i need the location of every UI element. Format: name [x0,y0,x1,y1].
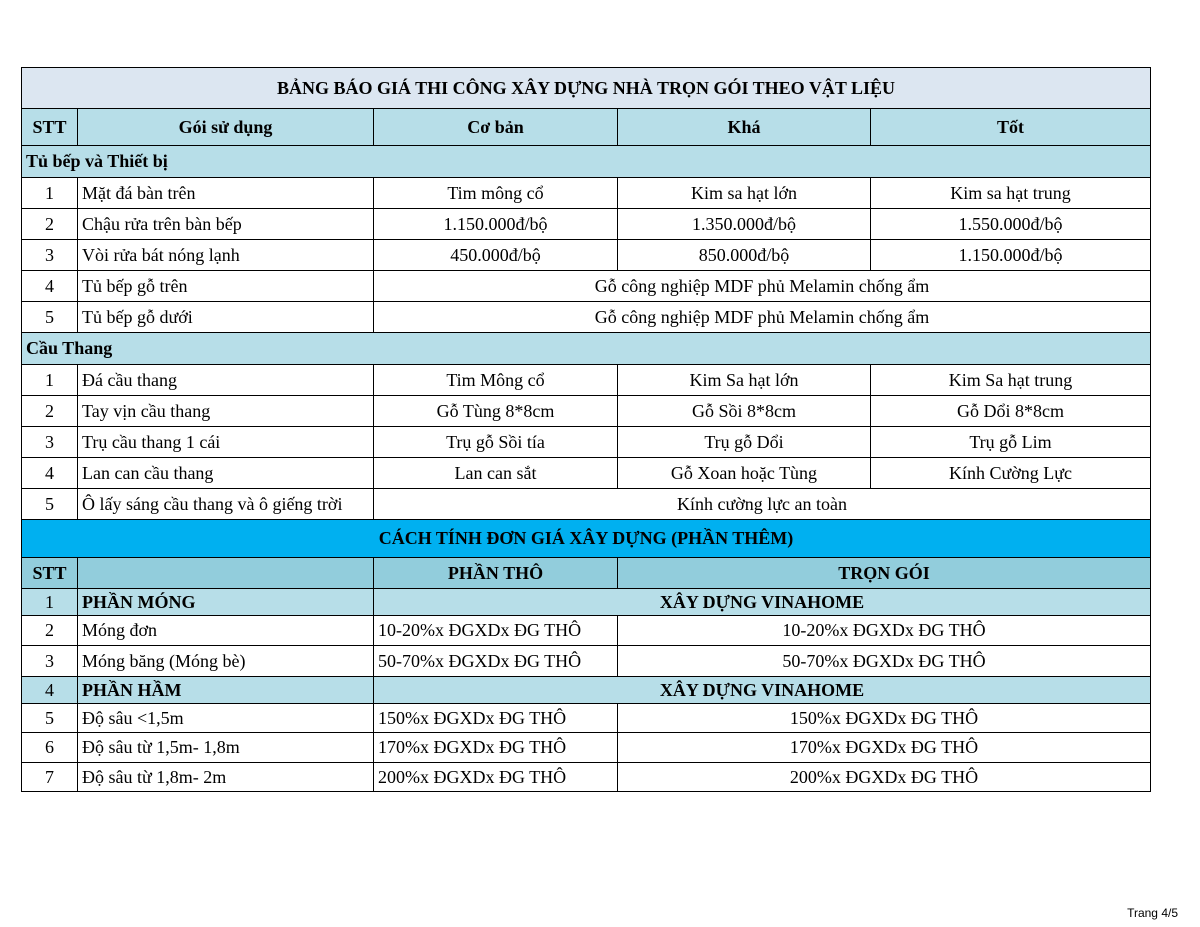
page-number: Trang 4/5 [1127,906,1178,920]
good-cell: Gỗ Sồi 8*8cm [618,396,871,427]
price-table [21,67,1151,792]
group-row [22,589,1151,616]
best-cell: Gỗ Dổi 8*8cm [871,396,1151,427]
table-row [22,365,1151,396]
table2-title: CÁCH TÍNH ĐƠN GIÁ XÂY DỰNG (PHẦN THÊM) [22,520,1151,558]
table-row [22,733,1151,763]
stt-cell: 4 [22,458,78,489]
basic-cell: Gỗ Tùng 8*8cm [374,396,618,427]
table-row [22,271,1151,302]
header-stt: STT [22,109,78,146]
best-cell: 1.150.000đ/bộ [871,240,1151,271]
raw-cell: 50-70%x ĐGXDx ĐG THÔ [374,646,618,677]
table-row [22,458,1151,489]
item-cell: Tủ bếp gỗ trên [78,271,374,302]
item-cell: Độ sâu từ 1,8m- 2m [78,763,374,792]
best-cell: Trụ gỗ Lim [871,427,1151,458]
table-row [22,240,1151,271]
header-basic: Cơ bản [374,109,618,146]
basic-cell: Trụ gỗ Sồi tía [374,427,618,458]
table-row [22,209,1151,240]
stt-cell: 2 [22,209,78,240]
table1-header-row [22,109,1151,146]
full-cell: 10-20%x ĐGXDx ĐG THÔ [618,616,1151,646]
full-cell: 50-70%x ĐGXDx ĐG THÔ [618,646,1151,677]
basic-cell: Tim Mông cổ [374,365,618,396]
good-cell: Kim sa hạt lớn [618,178,871,209]
group-label: XÂY DỰNG VINAHOME [374,677,1151,704]
header-package: Gói sử dụng [78,109,374,146]
stt-cell: 3 [22,427,78,458]
section-title-stairs: Cầu Thang [22,333,1151,365]
table1-title-row [22,68,1151,109]
table1-title: BẢNG BÁO GIÁ THI CÔNG XÂY DỰNG NHÀ TRỌN GÓI THEO VẬT LIỆU [22,68,1151,109]
stt-cell: 1 [22,365,78,396]
group-label: XÂY DỰNG VINAHOME [374,589,1151,616]
table-row [22,704,1151,733]
table-row [22,616,1151,646]
stt-cell: 2 [22,396,78,427]
item-cell: Tay vịn cầu thang [78,396,374,427]
table-row [22,763,1151,792]
group-name-foundation: PHẦN MÓNG [78,589,374,616]
table2-header-row [22,558,1151,589]
stt-cell: 1 [22,589,78,616]
stt-cell: 7 [22,763,78,792]
good-cell: Gỗ Xoan hoặc Tùng [618,458,871,489]
item-cell: Trụ cầu thang 1 cái [78,427,374,458]
table-row [22,489,1151,520]
section-row [22,146,1151,178]
good-cell: Kim Sa hạt lớn [618,365,871,396]
stt-cell: 1 [22,178,78,209]
stt-cell: 2 [22,616,78,646]
stt-cell: 5 [22,704,78,733]
table-row [22,396,1151,427]
full-cell: 170%x ĐGXDx ĐG THÔ [618,733,1151,763]
header2-blank [78,558,374,589]
table-row [22,646,1151,677]
group-name-basement: PHẦN HẦM [78,677,374,704]
full-cell: 150%x ĐGXDx ĐG THÔ [618,704,1151,733]
good-cell: Trụ gỗ Dổi [618,427,871,458]
table-row [22,302,1151,333]
item-cell: Độ sâu <1,5m [78,704,374,733]
basic-cell: 450.000đ/bộ [374,240,618,271]
item-cell: Độ sâu từ 1,5m- 1,8m [78,733,374,763]
raw-cell: 150%x ĐGXDx ĐG THÔ [374,704,618,733]
table-row [22,178,1151,209]
merged-cell: Kính cường lực an toàn [374,489,1151,520]
stt-cell: 5 [22,302,78,333]
group-row [22,677,1151,704]
good-cell: 850.000đ/bộ [618,240,871,271]
header-good: Khá [618,109,871,146]
best-cell: Kính Cường Lực [871,458,1151,489]
full-cell: 200%x ĐGXDx ĐG THÔ [618,763,1151,792]
table2-title-row [22,520,1151,558]
good-cell: 1.350.000đ/bộ [618,209,871,240]
item-cell: Móng đơn [78,616,374,646]
item-cell: Móng băng (Móng bè) [78,646,374,677]
basic-cell: Tim mông cổ [374,178,618,209]
best-cell: 1.550.000đ/bộ [871,209,1151,240]
item-cell: Vòi rửa bát nóng lạnh [78,240,374,271]
section-row [22,333,1151,365]
stt-cell: 4 [22,271,78,302]
section-title-kitchen: Tủ bếp và Thiết bị [22,146,1151,178]
item-cell: Ô lấy sáng cầu thang và ô giếng trời [78,489,374,520]
basic-cell: 1.150.000đ/bộ [374,209,618,240]
raw-cell: 10-20%x ĐGXDx ĐG THÔ [374,616,618,646]
stt-cell: 3 [22,240,78,271]
raw-cell: 170%x ĐGXDx ĐG THÔ [374,733,618,763]
best-cell: Kim Sa hạt trung [871,365,1151,396]
header2-raw: PHẦN THÔ [374,558,618,589]
stt-cell: 4 [22,677,78,704]
merged-cell: Gỗ công nghiệp MDF phủ Melamin chống ẩm [374,302,1151,333]
raw-cell: 200%x ĐGXDx ĐG THÔ [374,763,618,792]
best-cell: Kim sa hạt trung [871,178,1151,209]
stt-cell: 6 [22,733,78,763]
item-cell: Mặt đá bàn trên [78,178,374,209]
header-best: Tốt [871,109,1151,146]
item-cell: Lan can cầu thang [78,458,374,489]
header2-stt: STT [22,558,78,589]
header2-full: TRỌN GÓI [618,558,1151,589]
item-cell: Tủ bếp gỗ dưới [78,302,374,333]
item-cell: Chậu rửa trên bàn bếp [78,209,374,240]
basic-cell: Lan can sắt [374,458,618,489]
merged-cell: Gỗ công nghiệp MDF phủ Melamin chống ẩm [374,271,1151,302]
item-cell: Đá cầu thang [78,365,374,396]
table-row [22,427,1151,458]
stt-cell: 3 [22,646,78,677]
stt-cell: 5 [22,489,78,520]
